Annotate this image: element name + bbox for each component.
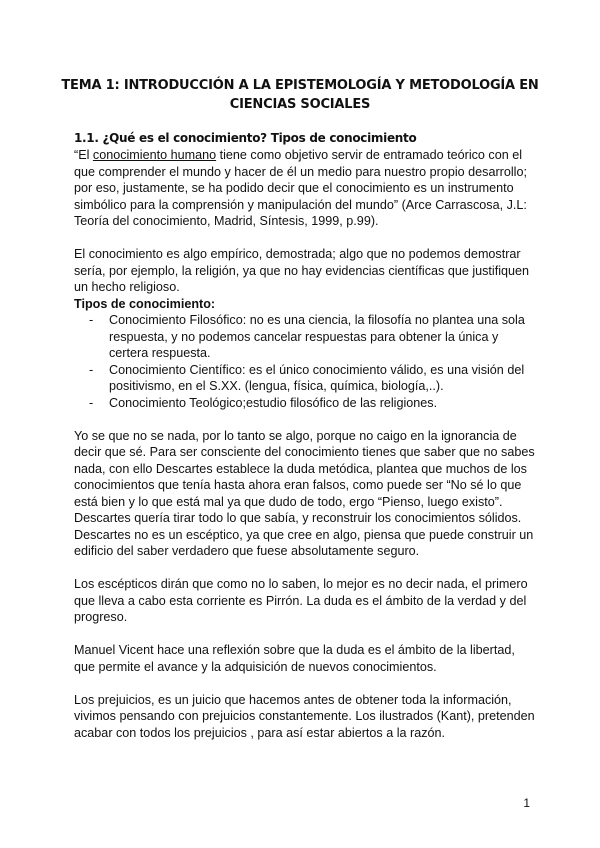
- section-heading: 1.1. ¿Qué es el conocimiento? Tipos de conocimiento: [74, 131, 417, 145]
- quote-rest: tiene como objetivo servir de entramado teórico con el que comprender el mundo y hacer de él un medio para nuestro propio desarrollo; por eso, justamente, se ha podido decir que el conocimiento es un instrumento simbólico para la comprensión y manipulación del mundo” (Arce Carrascosa, J.L: Teoría del conocimiento, Madrid, Síntesis, 1999, p.99).: [74, 148, 527, 228]
- list-dash: -: [89, 395, 94, 410]
- list-dash: -: [89, 362, 94, 377]
- list-item-text: Conocimiento Teológico;estudio filosófico de las religiones.: [109, 395, 438, 410]
- page-number: 1: [523, 796, 530, 810]
- paragraph-descartes: Yo se que no se nada, por lo tanto se algo, porque no caigo en la ignorancia de decir que sé. Para ser consciente del conocimiento tienes que saber que no sabes nada, con ello Descartes establece la duda metódica, plantea que muchos de los conocimientos que tenía hasta ahora eran falsos, como puede ser “No sé lo que está bien y lo que está mal ya que dudo de todo, ergo “Pienso, luego existo”. Descartes quería tirar todo lo que sabía, y reconstruir los conocimientos sólidos. Descartes no es un escéptico, ya que cree en algo, piensa que puede construir un edificio del saber verdadero que fuese absolutamente seguro.: [74, 428, 535, 558]
- quote-open: “El: [74, 148, 93, 162]
- paragraph-vicent: Manuel Vicent hace una reflexión sobre que la duda es el ámbito de la libertad, que permite el avance y la adquisición de nuevos conocimientos.: [74, 643, 515, 674]
- list-dash: -: [89, 313, 94, 327]
- types-heading: Tipos de conocimiento:: [74, 296, 216, 311]
- quote-paragraph: [74, 147, 536, 230]
- list-item: [74, 362, 536, 395]
- list-item-text: Conocimiento Filosófico: no es una ciencia, la filosofía no plantea una sola respuesta, y no podemos cancelar respuestas para obtener la única y certera respuesta.: [109, 313, 525, 360]
- list-item: [74, 312, 536, 362]
- paragraph-escepticos: Los escépticos dirán que como no lo saben, lo mejor es no decir nada, el primero que lleva a cabo esta corriente es Pirrón. La duda es el ámbito de la verdad y del progreso.: [74, 577, 528, 624]
- paragraph-prejuicios: Los prejuicios, es un juicio que hacemos antes de obtener toda la información, vivimos pensando con prejuicios constantemente. Los ilustrados (Kant), pretenden acabar con todos los prejuicios , para así estar abiertos a la razón.: [74, 692, 535, 740]
- quote-underlined-term: conocimiento humano: [92, 148, 217, 162]
- paragraph-empirico: El conocimiento es algo empírico, demostrada; algo que no podemos demostrar sería, por ejemplo, la religión, ya que no hay evidencias científicas que justifiquen un hecho religioso.: [74, 247, 530, 294]
- types-list: [74, 312, 536, 411]
- list-item: [74, 395, 536, 412]
- document-body: [74, 129, 536, 741]
- list-item-text: Conocimiento Científico: es el único conocimiento válido, es una visión del positivismo, en el S.XX. (lengua, física, química, biología,..).: [109, 362, 525, 393]
- document-title: TEMA 1: INTRODUCCIÓN A LA EPISTEMOLOGÍA Y METODOLOGÍA EN CIENCIAS SOCIALES: [61, 78, 539, 112]
